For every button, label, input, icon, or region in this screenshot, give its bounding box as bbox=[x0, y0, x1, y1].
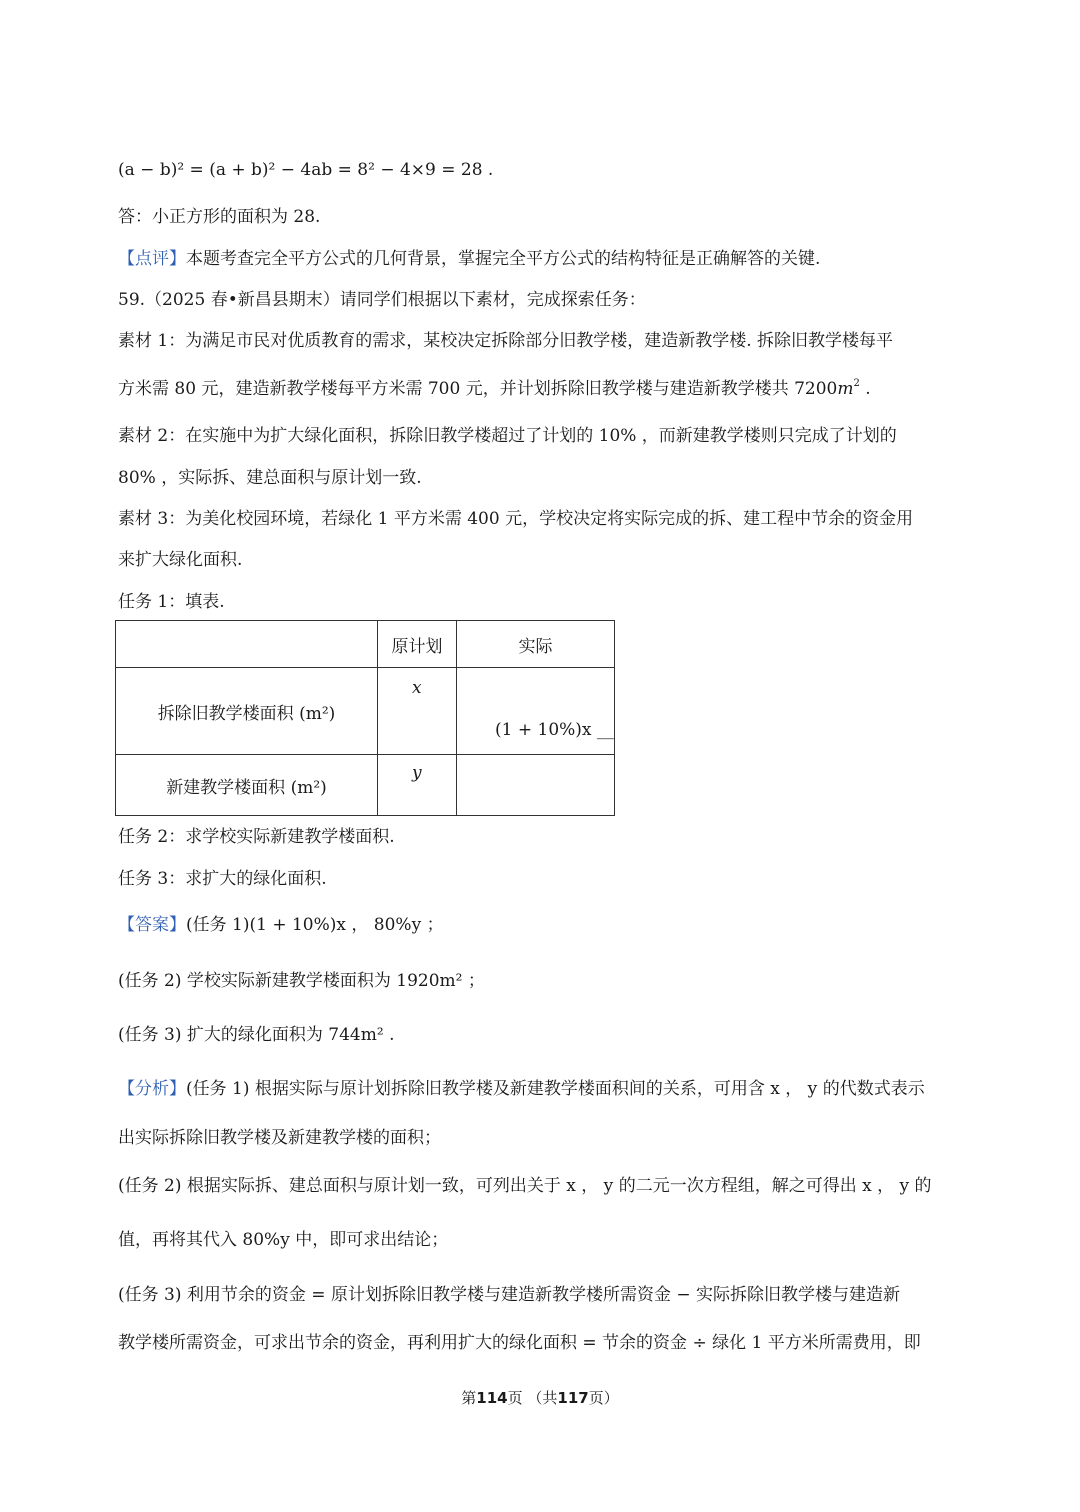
material-3-line-2: 来扩大绿化面积. bbox=[118, 550, 243, 570]
task-3: 任务 3：求扩大的绿化面积. bbox=[118, 869, 327, 889]
equation-line: (a − b)² = (a + b)² − 4ab = 8² − 4×9 = 28 . bbox=[118, 160, 494, 180]
comment-tag: 【点评】 bbox=[118, 249, 186, 269]
table-cell-actual-new[interactable] bbox=[457, 755, 615, 816]
material-1-line-1: 素材 1：为满足市民对优质教育的需求，某校决定拆除部分旧教学楼，建造新教学楼. 拆除旧教学楼每平 bbox=[118, 331, 894, 351]
analysis-2b: 值，再将其代入 80%y 中，即可求出结论； bbox=[118, 1230, 449, 1250]
plan-x: x bbox=[412, 678, 422, 698]
footer-total-pages: 117 bbox=[557, 1389, 589, 1407]
page-footer bbox=[0, 1387, 1080, 1408]
comment-line bbox=[118, 247, 820, 271]
actual-demolish-value: (1 + 10%)x __ bbox=[495, 720, 614, 740]
table-row bbox=[116, 668, 615, 755]
material-2-line-2: 80% ，实际拆、建总面积与原计划一致. bbox=[118, 468, 422, 488]
analysis-3a: (任务 3) 利用节余的资金 = 原计划拆除旧教学楼与建造新教学楼所需资金 − 实际拆除旧教学楼与建造新 bbox=[118, 1285, 900, 1305]
answer-1-text: (任务 1)(1 + 10%)x ， 80%y ； bbox=[186, 915, 444, 935]
table-header-actual: 实际 bbox=[457, 621, 615, 668]
answer-2: (任务 2) 学校实际新建教学楼面积为 1920m² ； bbox=[118, 971, 485, 991]
table-cell-actual-demolish[interactable] bbox=[457, 668, 615, 755]
analysis-1a-text: (任务 1) 根据实际与原计划拆除旧教学楼及新建教学楼面积间的关系，可用含 x ， y 的代数式表示 bbox=[186, 1079, 925, 1099]
analysis-tag: 【分析】 bbox=[118, 1079, 186, 1099]
analysis-3b: 教学楼所需资金，可求出节余的资金，再利用扩大的绿化面积 = 节余的资金 ÷ 绿化 1 平方米所需费用，即 bbox=[118, 1333, 921, 1353]
material-3-line-1: 素材 3：为美化校园环境，若绿化 1 平方米需 400 元，学校决定将实际完成的拆、建工程中节余的资金用 bbox=[118, 509, 914, 529]
table-cell-plan-new bbox=[378, 755, 457, 816]
footer-pre: 第 bbox=[461, 1389, 477, 1407]
table-row-label-new: 新建教学楼面积 (m²) bbox=[116, 755, 378, 816]
unit-exponent: 2 bbox=[853, 378, 860, 389]
analysis-1b: 出实际拆除旧教学楼及新建教学楼的面积； bbox=[118, 1128, 441, 1148]
table-corner-cell bbox=[116, 621, 378, 668]
analysis-2a: (任务 2) 根据实际拆、建总面积与原计划一致，可列出关于 x ， y 的二元一次方程组，解之可得出 x ， y 的 bbox=[118, 1176, 932, 1196]
task-1: 任务 1：填表. bbox=[118, 592, 225, 612]
answer-3: (任务 3) 扩大的绿化面积为 744m² . bbox=[118, 1025, 395, 1045]
answer-1 bbox=[118, 913, 444, 937]
footer-mid: 页 （共 bbox=[507, 1389, 558, 1407]
material-2-line-1: 素材 2：在实施中为扩大绿化面积，拆除旧教学楼超过了计划的 10% ，而新建教学楼则只完成了计划的 bbox=[118, 426, 897, 446]
material-1-end: . bbox=[859, 379, 871, 399]
table-header-plan: 原计划 bbox=[378, 621, 457, 668]
plan-y: y bbox=[412, 763, 422, 783]
table-row-label-demolish: 拆除旧教学楼面积 (m²) bbox=[116, 668, 378, 755]
table-header-row bbox=[116, 621, 615, 668]
task-2: 任务 2：求学校实际新建教学楼面积. bbox=[118, 827, 395, 847]
table-row bbox=[116, 755, 615, 816]
footer-post: 页） bbox=[588, 1389, 619, 1407]
analysis-1a bbox=[118, 1077, 925, 1101]
answer-line: 答：小正方形的面积为 28. bbox=[118, 207, 321, 227]
comment-text: 本题考查完全平方公式的几何背景，掌握完全平方公式的结构特征是正确解答的关键. bbox=[186, 249, 821, 269]
footer-page-number: 114 bbox=[476, 1389, 508, 1407]
answer-tag: 【答案】 bbox=[118, 915, 186, 935]
table-cell-plan-demolish bbox=[378, 668, 457, 755]
material-1-line-2 bbox=[118, 377, 871, 401]
material-1-text: 方米需 80 元，建造新教学楼每平方米需 700 元，并计划拆除旧教学楼与建造新教学楼共 7200 bbox=[118, 379, 838, 399]
unit-m: m bbox=[837, 379, 854, 399]
fill-table bbox=[115, 620, 615, 816]
problem-header: 59.（2025 春•新昌县期末）请同学们根据以下素材，完成探索任务： bbox=[118, 290, 646, 310]
